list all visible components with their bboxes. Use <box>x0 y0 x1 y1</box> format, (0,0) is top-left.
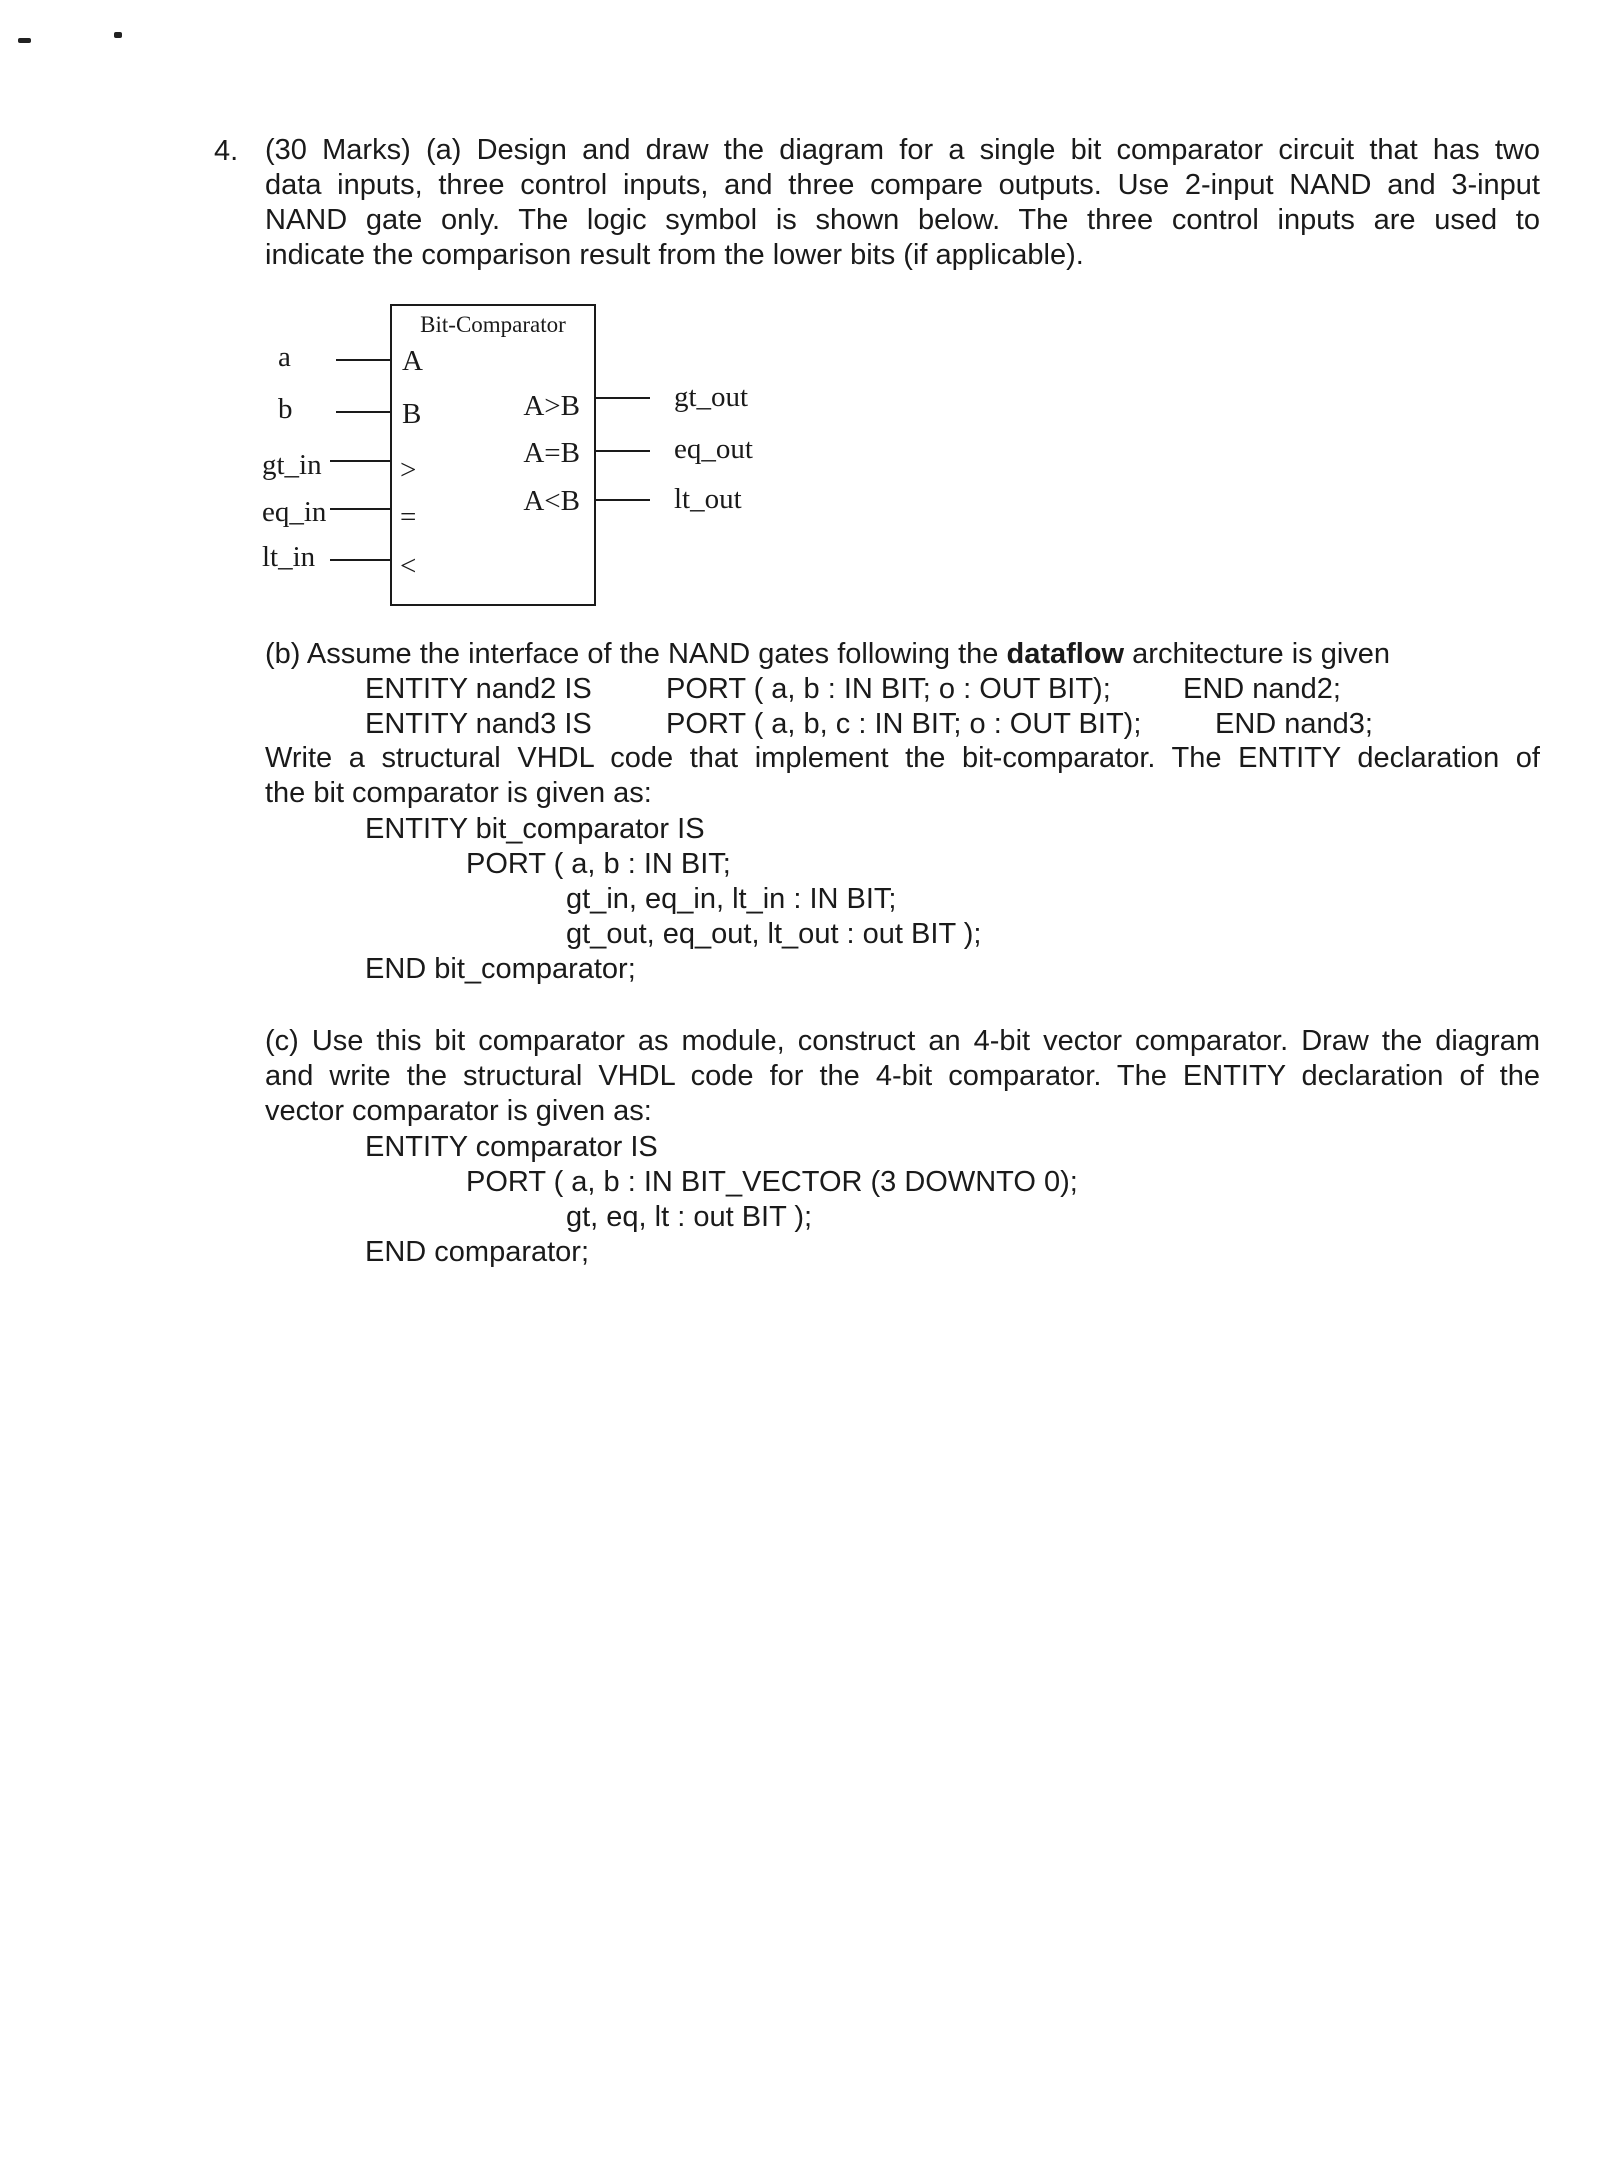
part-b-intro-text-end: architecture is given <box>1124 638 1391 670</box>
pin-eq: = <box>400 501 417 533</box>
bit-comparator-code-line-3: gt_in, eq_in, lt_in : IN BIT; <box>566 883 897 915</box>
input-signal-b: b <box>278 393 293 425</box>
part-b-intro-bold: dataflow <box>1006 638 1125 670</box>
pin-gt: > <box>400 454 417 486</box>
input-signal-a: a <box>278 341 291 373</box>
pin-a-eq-b: A=B <box>523 437 580 469</box>
pin-b: B <box>402 398 422 430</box>
comparator-code-line-4: END comparator; <box>365 1236 590 1268</box>
question-number: 4. <box>214 135 239 167</box>
part-b-write-line-1: Write a structural VHDL code that implement the bit-comparator. The ENTITY declaration of <box>265 742 1540 774</box>
bit-comparator-code-line-4: gt_out, eq_out, lt_out : out BIT ); <box>566 918 982 950</box>
pin-a: A <box>402 345 423 377</box>
input-signal-lt-in: lt_in <box>262 541 316 573</box>
input-signal-gt-in: gt_in <box>262 449 322 481</box>
nand2-entity: ENTITY nand2 IS <box>365 673 592 705</box>
part-a-line-1: (30 Marks) (a) Design and draw the diagram for a single bit comparator circuit that has two <box>265 134 1540 166</box>
part-b-intro-text: (b) Assume the interface of the NAND gates following the <box>265 638 1007 670</box>
bit-comparator-code-line-5: END bit_comparator; <box>365 953 636 985</box>
part-a-line-3: NAND gate only. The logic symbol is shown below. The three control inputs are used to <box>265 204 1540 236</box>
comparator-code-line-3: gt, eq, lt : out BIT ); <box>566 1201 813 1233</box>
comparator-code-line-2: PORT ( a, b : IN BIT_VECTOR (3 DOWNTO 0); <box>466 1166 1078 1198</box>
pin-a-gt-b: A>B <box>523 390 580 422</box>
pin-a-lt-b: A<B <box>523 485 580 517</box>
scan-mark <box>18 38 31 43</box>
nand2-port: PORT ( a, b : IN BIT; o : OUT BIT); <box>666 673 1111 705</box>
nand3-port: PORT ( a, b, c : IN BIT; o : OUT BIT); <box>666 708 1142 740</box>
part-c-line-1: (c) Use this bit comparator as module, construct an 4-bit vector comparator. Draw the diagram <box>265 1025 1540 1057</box>
nand2-end: END nand2; <box>1183 673 1341 705</box>
scan-mark <box>114 32 122 38</box>
nand3-entity: ENTITY nand3 IS <box>365 708 592 740</box>
bit-comparator-code-line-2: PORT ( a, b : IN BIT; <box>466 848 731 880</box>
comparator-code-line-1: ENTITY comparator IS <box>365 1131 658 1163</box>
block-title: Bit-Comparator <box>420 312 566 337</box>
part-c-line-2: and write the structural VHDL code for the 4-bit comparator. The ENTITY declaration of the <box>265 1060 1540 1092</box>
bit-comparator-code-line-1: ENTITY bit_comparator IS <box>365 813 705 845</box>
part-a-line-2: data inputs, three control inputs, and three compare outputs. Use 2-input NAND and 3-input <box>265 169 1540 201</box>
nand3-end: END nand3; <box>1215 708 1373 740</box>
output-signal-gt-out: gt_out <box>674 381 749 413</box>
bit-comparator-symbol <box>250 290 790 620</box>
output-signal-lt-out: lt_out <box>674 483 742 515</box>
part-a-line-4: indicate the comparison result from the lower bits (if applicable). <box>265 239 1084 271</box>
part-b-write-line-2: the bit comparator is given as: <box>265 777 652 809</box>
part-c-line-3: vector comparator is given as: <box>265 1095 652 1127</box>
input-signal-eq-in: eq_in <box>262 496 327 528</box>
output-signal-eq-out: eq_out <box>674 433 753 465</box>
pin-lt: < <box>400 550 417 582</box>
part-b-intro <box>265 636 1390 672</box>
